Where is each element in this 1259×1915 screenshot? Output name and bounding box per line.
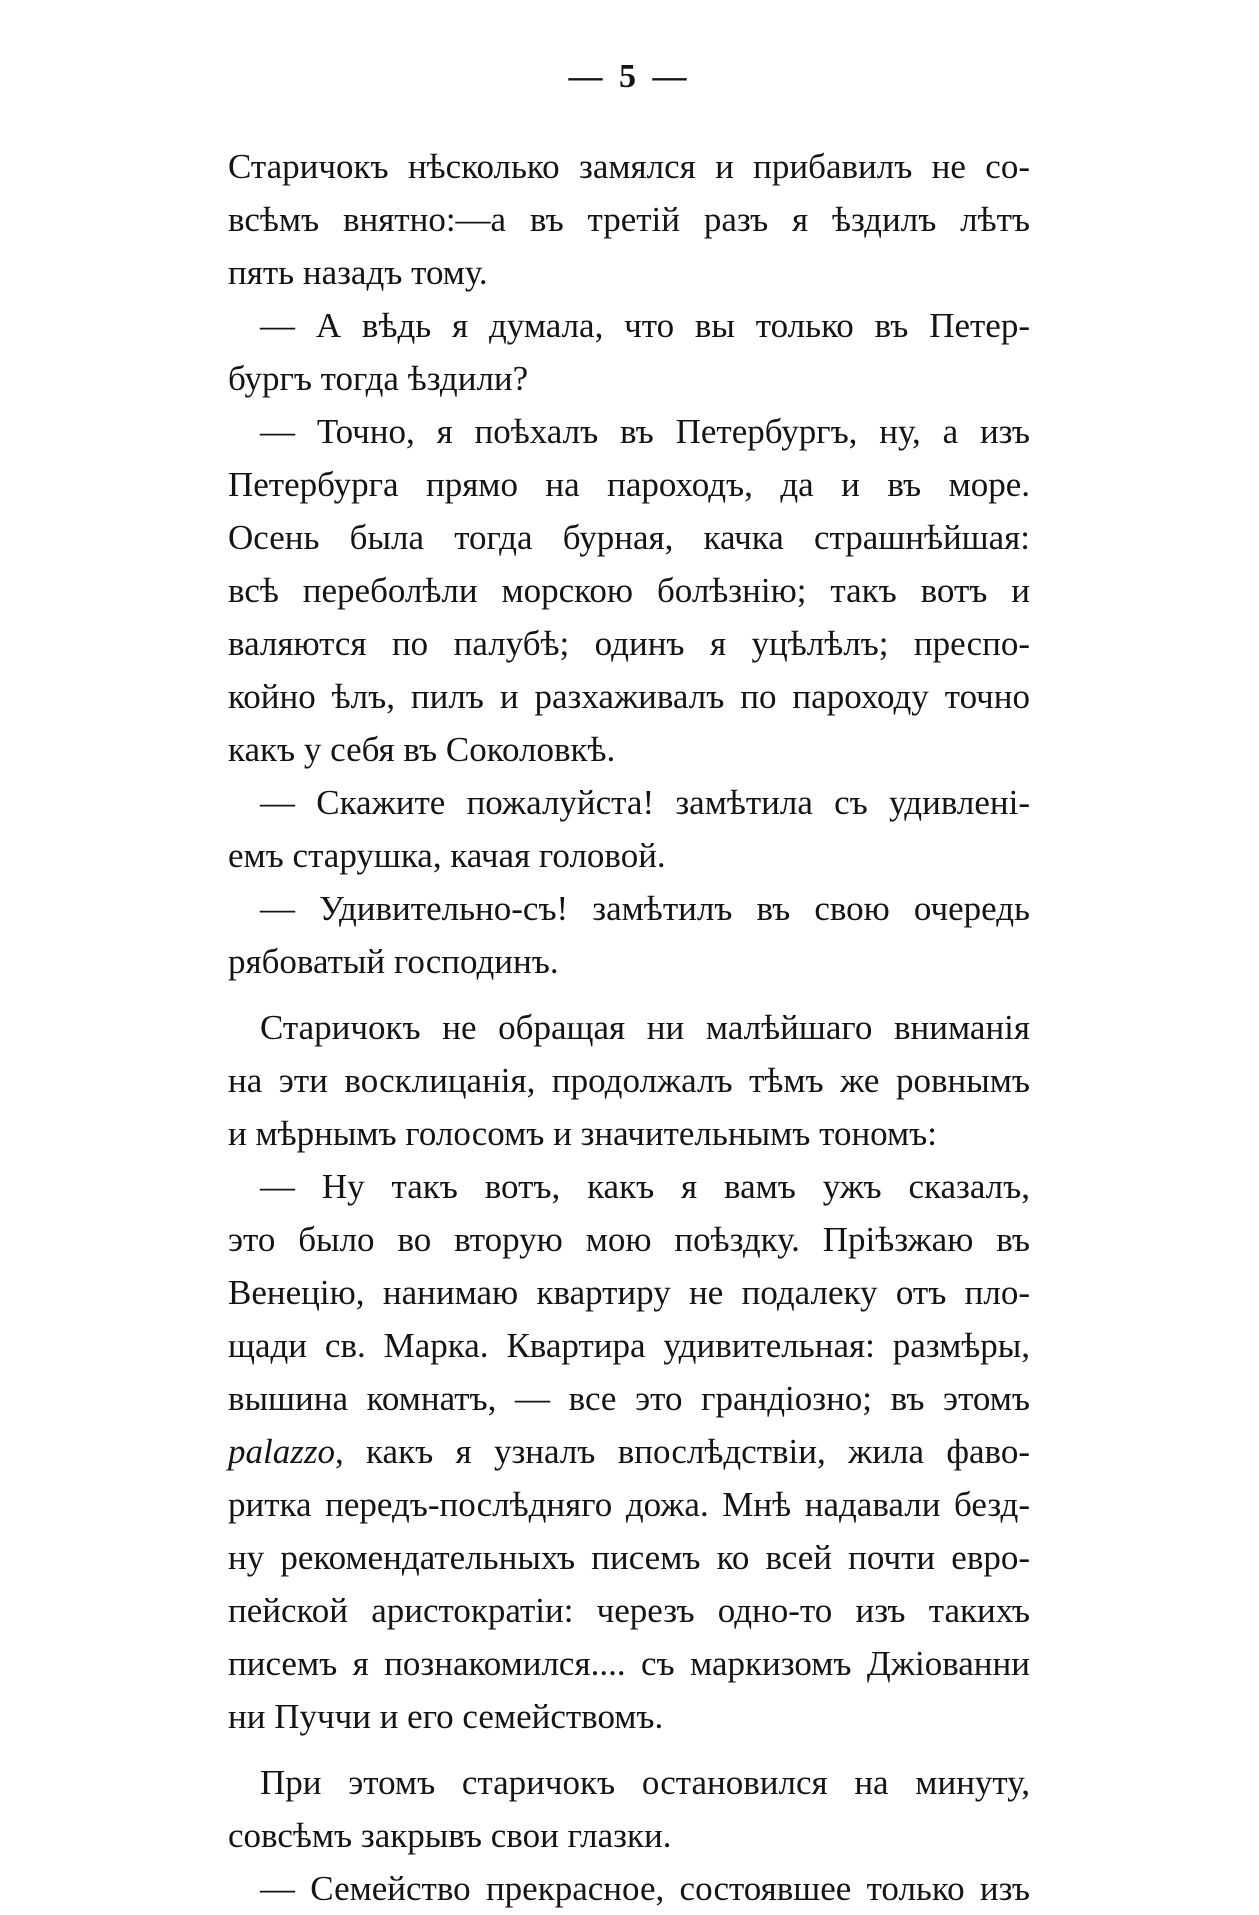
text-line: Старичокъ нѣсколько замялся и прибавилъ не со- [228, 147, 1030, 186]
text-line: — Удивительно-съ! замѣтилъ въ свою очередь [260, 889, 1030, 928]
text-line: пейской аристократіи: черезъ одно-то изъ такихъ [228, 1591, 1030, 1630]
text-line: какъ у себя въ Соколовкѣ. [228, 730, 616, 769]
text-line: щади св. Марка. Квартира удивительная: размѣры, [228, 1326, 1030, 1365]
text-line: совсѣмъ закрывъ свои глазки. [228, 1816, 672, 1855]
text-line: валяются по палубѣ; одинъ я уцѣлѣлъ; преспо- [228, 624, 1030, 663]
text-line: писемъ я познакомился.... съ маркизомъ Джіованни [228, 1644, 1030, 1683]
text-line: palazzo, какъ я узналъ впослѣдствіи, жила фаво- [228, 1432, 1030, 1471]
text-line: При этомъ старичокъ остановился на минуту, [260, 1763, 1030, 1802]
text-line: и мѣрнымъ голосомъ и значительнымъ тономъ: [228, 1114, 937, 1153]
text-line: койно ѣлъ, пилъ и разхаживалъ по пароходу точно [228, 677, 1030, 716]
text-line: на эти восклицанія, продолжалъ тѣмъ же ровнымъ [228, 1061, 1030, 1100]
text-line: — А вѣдь я думала, что вы только въ Петер- [260, 306, 1030, 345]
text-line: — Скажите пожалуйста! замѣтила съ удивленi- [260, 783, 1030, 822]
text-line: Осень была тогда бурная, качка страшнѣйшая: [228, 518, 1030, 557]
text-line: это было во вторую мою поѣздку. Пріѣзжаю въ [228, 1220, 1030, 1259]
text-line: всѣ переболѣли морскою болѣзнію; такъ вотъ и [228, 571, 1030, 610]
text-line: пять назадъ тому. [228, 253, 488, 292]
text-line: ритка передъ-послѣдняго дожа. Мнѣ надавали безд- [228, 1485, 1030, 1524]
text-line: ну рекомендательныхъ писемъ ко всей почти евро- [228, 1538, 1030, 1577]
text-line: рябоватый господинъ. [228, 942, 559, 981]
text-line: Петербурга прямо на пароходъ, да и въ море. [228, 465, 1030, 504]
text-line: вышина комнатъ, — все это грандіозно; въ этомъ [228, 1379, 1030, 1418]
body-text [228, 140, 1030, 1915]
text-line: всѣмъ внятно:—а въ третій разъ я ѣздилъ лѣтъ [228, 200, 1030, 239]
text-line: емъ старушка, качая головой. [228, 836, 666, 875]
text-line: Старичокъ не обращая ни малѣйшаго вниманія [260, 1008, 1030, 1047]
text-line: — Семейство прекрасное, состоявшее только изъ [260, 1869, 1030, 1908]
text-line: Венецію, нанимаю квартиру не подалеку отъ пло- [228, 1273, 1030, 1312]
italic-word: palazzo [228, 1432, 335, 1471]
page-number: — 5 — [568, 58, 691, 95]
text-line: бургъ тогда ѣздили? [228, 359, 529, 398]
text-line: — Точно, я поѣхалъ въ Петербургъ, ну, а изъ [260, 412, 1030, 451]
text-line: — Ну такъ вотъ, какъ я вамъ ужъ сказалъ, [260, 1167, 1030, 1206]
text-line: ни Пуччи и его семействомъ. [228, 1697, 664, 1736]
